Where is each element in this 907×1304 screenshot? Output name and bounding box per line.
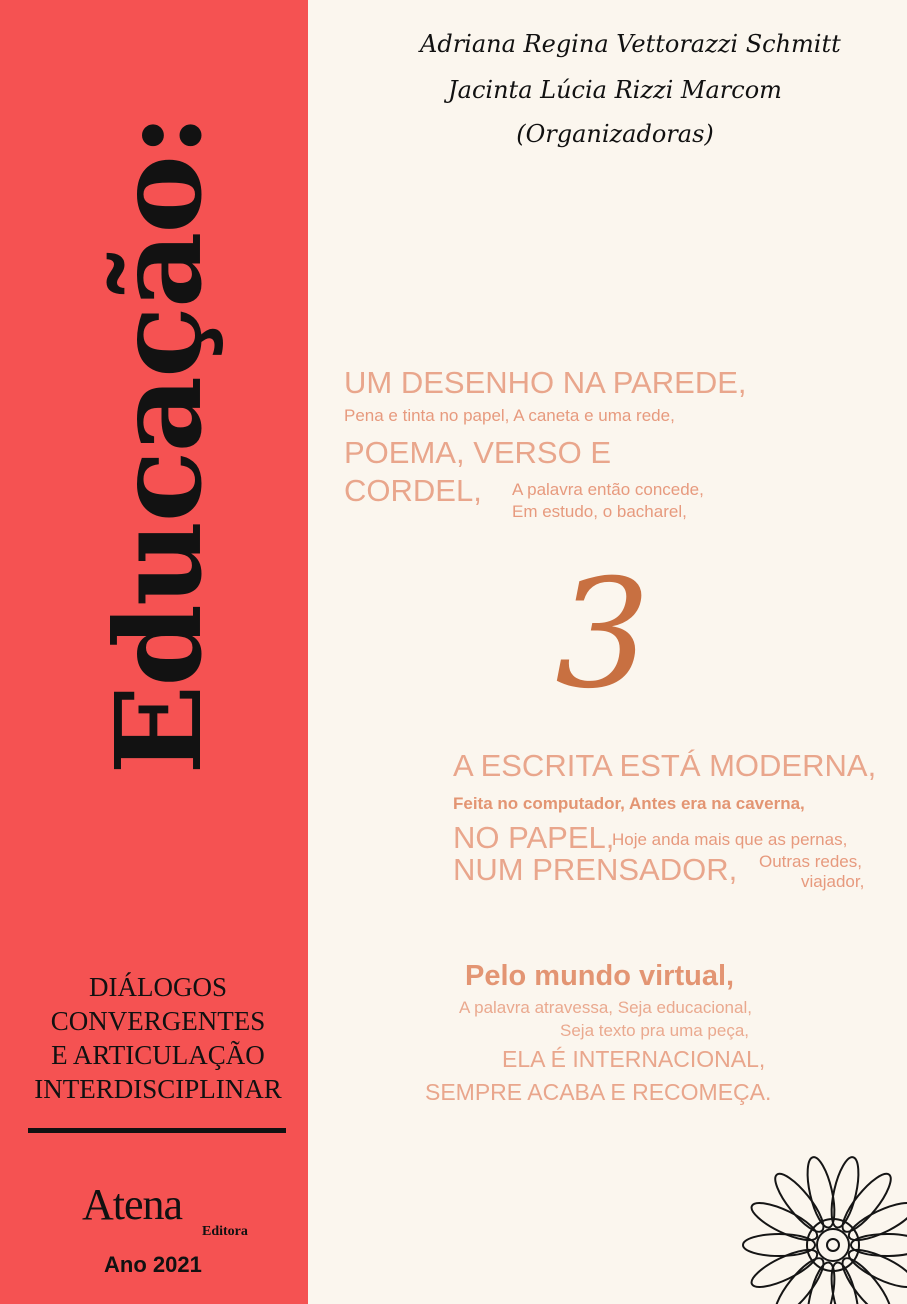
subtitle-line: CONVERGENTES [50, 1006, 266, 1036]
poem-line: Pena e tinta no papel, A caneta e uma rede, [344, 406, 675, 425]
volume-number: 3 [555, 548, 651, 722]
poem-line: Pelo mundo virtual, [465, 960, 735, 992]
organizer-2: Jacinta Lúcia Rizzi Marcom [448, 76, 782, 104]
subtitle-line: INTERDISCIPLINAR [34, 1074, 282, 1104]
poem-line: A palavra então concede, [512, 480, 704, 499]
poem-line: SEMPRE ACABA E RECOMEÇA. [425, 1079, 772, 1105]
poem-line: Hoje anda mais que as pernas, [612, 830, 848, 849]
divider [28, 1128, 286, 1133]
poem-line: ELA É INTERNACIONAL, [502, 1046, 766, 1072]
publisher-logo [82, 1180, 248, 1250]
poem-line: POEMA, VERSO E [344, 435, 612, 470]
publisher-sub: Editora [202, 1224, 248, 1239]
subtitle-line: DIÁLOGOS [89, 972, 227, 1002]
publisher-name: Atena [82, 1180, 183, 1229]
poem-line: A ESCRITA ESTÁ MODERNA, [453, 748, 877, 783]
subtitle-line: E ARTICULAÇÃO [51, 1040, 265, 1070]
poem-line: Em estudo, o bacharel, [512, 502, 687, 521]
poem-line: Feita no computador, Antes era na caverna, [453, 794, 805, 813]
title-wrap [89, 115, 228, 775]
organizer-1: Adriana Regina Vettorazzi Schmitt [420, 30, 841, 58]
poem-line: NUM PRENSADOR, [453, 852, 738, 887]
subtitle [24, 970, 292, 1106]
poem-line: NO PAPEL, [453, 820, 615, 855]
flower-icon [735, 1075, 907, 1304]
organizers-label: (Organizadoras) [516, 120, 714, 148]
poem-line: CORDEL, [344, 473, 482, 508]
publication-year: Ano 2021 [104, 1252, 202, 1277]
poem-line: viajador, [801, 872, 865, 891]
poem-line: Outras redes, [759, 852, 862, 871]
book-title: Educação: [89, 115, 228, 775]
poem-line: A palavra atravessa, Seja educacional, [459, 998, 752, 1017]
poem-line: Seja texto pra uma peça, [560, 1021, 750, 1040]
poem-line: UM DESENHO NA PAREDE, [344, 365, 747, 400]
